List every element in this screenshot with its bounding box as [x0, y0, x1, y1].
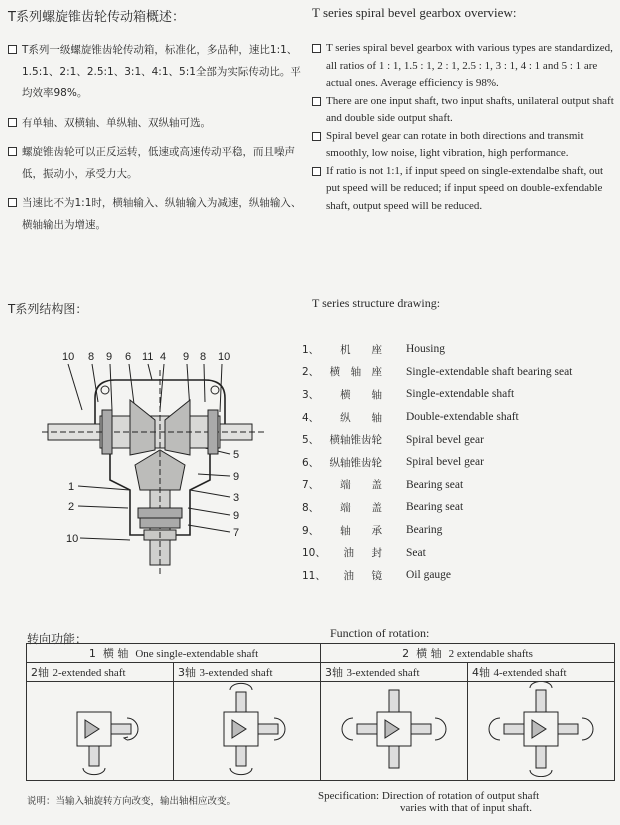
callout-label: 3	[233, 492, 240, 504]
rotation-note-zh: 说明：当输入轴旋转方向改变，输出轴相应改变。	[27, 796, 237, 807]
part-row-4: 4、 纵 轴 Double-extendable shaft	[302, 411, 519, 424]
checkbox-icon	[8, 198, 17, 207]
checkbox-icon	[312, 44, 321, 53]
parts-list	[302, 338, 614, 587]
callout-label: 9	[106, 351, 113, 363]
group-header-1: 1 横 轴 One single-extendable shaft	[27, 644, 321, 663]
col-header: 2轴 2-extended shaft	[27, 663, 174, 682]
rotation-diagram-4-shaft	[468, 682, 615, 781]
callout-label: 1	[68, 481, 75, 493]
list-item: T series spiral bevel gearbox with various types are standardized, all ratios of 1 : 1, 1.5 : 1, 2 : 1, 2.5 : 1, 3 : 1, 4 : 1 and 5 : 1 are actual ones. Average efficiency is 98%.	[312, 40, 614, 93]
rotation-diagram-icon	[468, 682, 614, 777]
list-item: 螺旋锥齿轮可以正反运转，低速或高速传动平稳，而且噪声低，振动小，承受力大。	[8, 142, 308, 185]
callout-label: 5	[233, 449, 240, 461]
checkbox-icon	[8, 118, 17, 127]
gearbox-structure-drawing	[40, 340, 290, 590]
list-item: There are one input shaft, two input shafts, unilateral output shaft and double side output shaft.	[312, 93, 614, 128]
callout-label: 7	[233, 527, 240, 539]
part-row-8: 8、 端 盖 Bearing seat	[302, 501, 464, 514]
list-item: Spiral bevel gear can rotate in both directions and transmit smoothly, low noise, light vibration, high performance.	[312, 128, 614, 163]
list-item: If ratio is not 1:1, if input speed on single-extendalbe shaft, out put speed will be reduced; if input speed on double-exfendable shaft, output speed will be reduced.	[312, 163, 614, 216]
structure-title-zh: T系列结构图：	[8, 302, 88, 316]
list-item: 当速比不为1:1时，横轴输入、纵轴输入为减速，纵轴输入、横轴输出为增速。	[8, 193, 308, 236]
rotation-table	[26, 643, 615, 781]
rotation-title-en: Function of rotation:	[330, 626, 430, 640]
overview-list-zh	[8, 40, 308, 244]
rotation-diagram-3-shaft-b	[321, 682, 468, 781]
part-row-9: 9、 轴 承 Bearing	[302, 524, 443, 537]
callout-label: 2	[68, 501, 75, 513]
checkbox-icon	[8, 147, 17, 156]
structure-title-en: T series structure drawing:	[312, 296, 441, 310]
rotation-diagram-icon	[174, 682, 320, 777]
checkbox-icon	[8, 45, 17, 54]
rotation-diagram-2-shaft	[27, 682, 174, 781]
overview-title-en: T series spiral bevel gearbox overview:	[312, 5, 517, 20]
callout-label: 8	[88, 351, 95, 363]
col-header: 3轴 3-extended shaft	[174, 663, 321, 682]
part-row-2: 2、 横 轴 座 Single-extendable shaft bearing seat	[302, 365, 573, 379]
rotation-diagram-icon	[321, 682, 467, 777]
callout-label: 4	[160, 351, 167, 363]
rotation-note-en: Specification: Direction of rotation of output shaft varies with that of input shaft.	[318, 790, 540, 814]
callout-label: 6	[125, 351, 132, 363]
callout-label: 10	[218, 351, 231, 363]
part-row-6: 6、 纵轴锥齿轮 Spiral bevel gear	[302, 456, 484, 469]
part-row-1: 1、 机 座 Housing	[302, 343, 445, 356]
rotation-diagram-3-shaft-a	[174, 682, 321, 781]
part-row-5: 5、 横轴锥齿轮 Spiral bevel gear	[302, 433, 484, 447]
list-item: 有单轴、双横轴、单纵轴、双纵轴可选。	[8, 113, 308, 135]
callout-label: 10	[66, 533, 79, 545]
checkbox-icon	[312, 167, 321, 176]
overview-list-en	[312, 40, 614, 215]
col-header: 4轴 4-extended shaft	[468, 663, 615, 682]
part-row-3: 3、 横 轴 Single-extendable shaft	[302, 388, 515, 401]
group-header-2: 2 横 轴 2 extendable shafts	[321, 644, 615, 663]
callout-label: 8	[200, 351, 207, 363]
part-row-10: 10、 油 封 Seat	[302, 546, 426, 560]
part-row-7: 7、 端 盖 Bearing seat	[302, 478, 464, 492]
callout-label: 9	[233, 471, 240, 483]
callout-label: 9	[233, 510, 240, 522]
checkbox-icon	[312, 132, 321, 141]
checkbox-icon	[312, 97, 321, 106]
callout-label: 9	[183, 351, 190, 363]
rotation-title-zh: 转向功能：	[27, 632, 88, 646]
callout-label: 10	[62, 351, 75, 363]
overview-title-zh: T系列螺旋锥齿轮传动箱概述：	[8, 10, 185, 25]
callout-label: 11	[142, 351, 154, 363]
list-item: T系列一级螺旋锥齿轮传动箱，标准化，多品种，速比1:1、1.5:1、2:1、2.5:1、3:1、4:1、5:1全部为实际传动比。平均效率98%。	[8, 40, 308, 105]
rotation-diagram-icon	[27, 682, 173, 777]
col-header: 3轴 3-extended shaft	[321, 663, 468, 682]
part-row-11: 11、 油 镜 Oil gauge	[302, 569, 452, 582]
